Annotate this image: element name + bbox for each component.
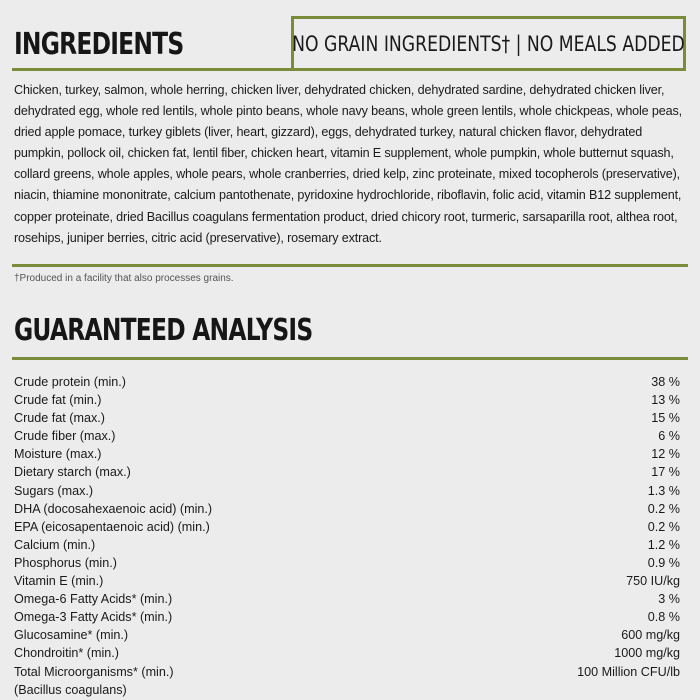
divider xyxy=(12,357,688,360)
analysis-label: Vitamin E (min.) xyxy=(14,574,104,589)
analysis-value: 1.3 % xyxy=(647,483,680,498)
analysis-label: Moisture (max.) xyxy=(14,447,102,462)
analysis-row xyxy=(14,500,680,518)
analysis-row xyxy=(14,608,680,626)
analysis-value: 15 % xyxy=(651,411,680,426)
analysis-row xyxy=(14,373,680,391)
analysis-value: 750 IU/kg xyxy=(626,574,680,589)
analysis-label: Total Microorganisms* (min.) (Bacillus coagulans) xyxy=(14,664,174,697)
analysis-value: 1000 mg/kg xyxy=(614,646,680,661)
analysis-label: EPA (eicosapentaenoic acid) (min.) xyxy=(14,519,210,534)
analysis-label: Crude fiber (max.) xyxy=(14,429,116,444)
analysis-label: Dietary starch (max.) xyxy=(14,465,131,480)
analysis-label: Chondroitin* (min.) xyxy=(14,646,119,661)
analysis-label: Crude fat (min.) xyxy=(14,393,102,408)
analysis-value: 0.2 % xyxy=(647,501,680,516)
analysis-value: 600 mg/kg xyxy=(621,628,680,643)
analysis-row xyxy=(14,572,680,590)
analysis-value: 1.2 % xyxy=(647,537,680,552)
analysis-row xyxy=(14,663,680,699)
ingredients-heading: INGREDIENTS xyxy=(14,27,184,62)
analysis-row xyxy=(14,463,680,481)
analysis-label: Omega-3 Fatty Acids* (min.) xyxy=(14,610,173,625)
divider xyxy=(12,68,293,71)
analysis-row xyxy=(14,644,680,662)
analysis-row xyxy=(14,590,680,608)
analysis-row xyxy=(14,427,680,445)
analysis-label: Phosphorus (min.) xyxy=(14,555,117,570)
analysis-label: Crude fat (max.) xyxy=(14,411,105,426)
analysis-row xyxy=(14,409,680,427)
divider xyxy=(12,264,688,267)
analysis-value: 6 % xyxy=(658,429,680,444)
analysis-row xyxy=(14,626,680,644)
analysis-label: Sugars (max.) xyxy=(14,483,94,498)
analysis-value: 0.8 % xyxy=(647,610,680,625)
analysis-value: 100 Million CFU/lb xyxy=(577,664,680,679)
analysis-row xyxy=(14,482,680,500)
analysis-label: Crude protein (min.) xyxy=(14,375,126,389)
guaranteed-analysis-heading: GUARANTEED ANALYSIS xyxy=(14,313,313,348)
analysis-label: Glucosamine* (min.) xyxy=(14,628,129,643)
analysis-row xyxy=(14,554,680,572)
analysis-value: 3 % xyxy=(658,592,680,607)
analysis-row xyxy=(14,391,680,409)
analysis-value: 38 % xyxy=(651,375,680,389)
analysis-row xyxy=(14,445,680,463)
analysis-label: Omega-6 Fatty Acids* (min.) xyxy=(14,592,173,607)
analysis-value: 17 % xyxy=(651,465,680,480)
no-grain-badge xyxy=(291,16,686,71)
analysis-value: 12 % xyxy=(651,447,680,462)
badge-text: NO GRAIN INGREDIENTS† | NO MEALS ADDED xyxy=(292,31,685,56)
analysis-value: 0.9 % xyxy=(647,555,680,570)
analysis-label: Calcium (min.) xyxy=(14,537,96,552)
analysis-row xyxy=(14,518,680,536)
analysis-table xyxy=(14,373,680,699)
analysis-row xyxy=(14,536,680,554)
analysis-label: DHA (docosahexaenoic acid) (min.) xyxy=(14,501,213,516)
analysis-value: 0.2 % xyxy=(647,519,680,534)
analysis-value: 13 % xyxy=(651,393,680,408)
grain-footnote: †Produced in a facility that also processes grains. xyxy=(14,273,234,284)
ingredients-list: Chicken, turkey, salmon, whole herring, chicken liver, dehydrated chicken, dehydrated sardine, dehydrated chicken liver, dehydrated egg, whole red lentils, whole pinto beans, whole navy beans, whole green lentils, whole chickpeas, whole peas, dried apple pomace, turkey giblets (liver, heart, gizzard), eggs, dehydrated turkey, natural chicken flavor, dehydrated pumpkin, pollock oil, chicken fat, lentil fiber, chicken heart, vitamin E supplement, whole pumpkin, whole butternut squash, collard greens, whole apples, whole pears, whole cranberries, dried kelp, zinc proteinate, mixed tocopherols (preservative), niacin, thiamine mononitrate, calcium pantothenate, pyridoxine hydrochloride, riboflavin, folic acid, vitamin B12 supplement, copper proteinate, dried Bacillus coagulans fermentation product, dried chicory root, turmeric, sarsaparilla root, althea root, rosehips, juniper berries, citric acid (preservative), rosemary extract. xyxy=(14,83,682,245)
